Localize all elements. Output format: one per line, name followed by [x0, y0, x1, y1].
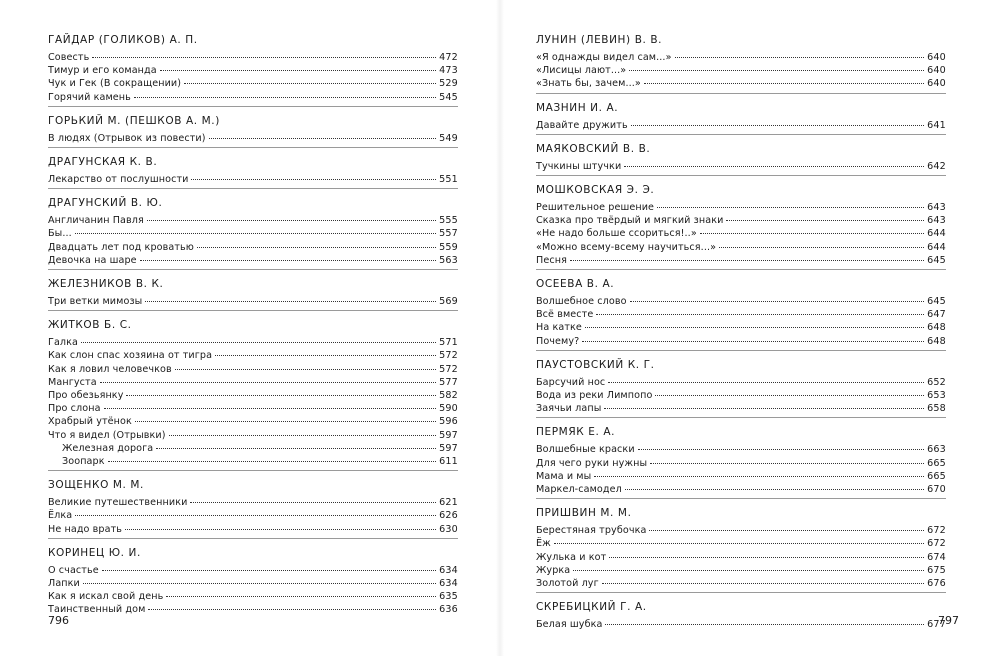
entry-title: Великие путешественники — [48, 497, 188, 509]
toc-entry — [536, 483, 946, 496]
dot-leader — [197, 247, 436, 248]
toc-entry — [48, 363, 458, 376]
entry-page-number: 630 — [439, 523, 458, 535]
toc-entry — [48, 577, 458, 590]
dot-leader — [625, 489, 924, 490]
toc-entry — [48, 429, 458, 442]
entry-title: Англичанин Павля — [48, 215, 144, 227]
toc-entry — [48, 590, 458, 603]
dot-leader — [145, 301, 436, 302]
toc-entry — [536, 470, 946, 483]
toc-entry — [536, 241, 946, 254]
entry-page-number: 529 — [439, 78, 458, 90]
toc-entry — [536, 64, 946, 77]
dot-leader — [175, 369, 436, 370]
entry-page-number: 644 — [927, 228, 946, 240]
toc-entry — [536, 77, 946, 90]
dot-leader — [147, 220, 436, 221]
author-section — [536, 30, 946, 91]
right-page-number: 797 — [938, 614, 959, 627]
entry-page-number: 643 — [927, 202, 946, 214]
entry-page-number: 642 — [927, 160, 946, 172]
dot-leader — [166, 596, 436, 597]
toc-entry — [536, 389, 946, 402]
entry-title: Три ветки мимозы — [48, 296, 143, 308]
author-heading: ПЕРМЯК Е. А. — [536, 426, 616, 439]
dot-leader — [92, 57, 436, 58]
dot-leader — [169, 435, 436, 436]
entry-title: Вода из реки Лимпопо — [536, 390, 653, 402]
entry-title: Как я искал свой день — [48, 591, 164, 603]
entry-page-number: 648 — [927, 322, 946, 334]
left-page-number: 796 — [48, 614, 69, 627]
dot-leader — [75, 233, 436, 234]
entry-title: «Знать бы, зачем...» — [536, 78, 641, 90]
author-heading: ПРИШВИН М. М. — [536, 507, 632, 520]
entry-title: Волшебные краски — [536, 444, 635, 456]
toc-entry — [536, 457, 946, 470]
dot-leader — [655, 395, 924, 396]
author-heading: ЗОЩЕНКО М. М. — [48, 479, 144, 492]
dot-leader — [726, 220, 924, 221]
entry-page-number: 634 — [439, 564, 458, 576]
entry-title: Галка — [48, 337, 79, 349]
toc-entry — [48, 389, 458, 402]
toc-entry — [48, 77, 458, 90]
dot-leader — [81, 342, 436, 343]
entry-title: Не надо врать — [48, 523, 123, 535]
toc-entry — [48, 91, 458, 104]
entry-page-number: 559 — [439, 241, 458, 253]
dot-leader — [675, 57, 925, 58]
dot-leader — [700, 233, 924, 234]
entry-page-number: 563 — [439, 254, 458, 266]
author-heading: МОШКОВСКАЯ Э. Э. — [536, 184, 655, 197]
author-section — [48, 106, 458, 145]
entry-title: Маркел-самодел — [536, 484, 622, 496]
author-heading: МАЗНИН И. А. — [536, 101, 619, 114]
entry-page-number: 676 — [927, 578, 946, 590]
author-heading: СКРЕБИЦКИЙ Г. А. — [536, 601, 647, 614]
entry-title: Тимур и его команда — [48, 65, 157, 77]
entry-page-number: 665 — [927, 457, 946, 469]
toc-entry — [536, 524, 946, 537]
entry-title: Что я видел (Отрывки) — [48, 429, 166, 441]
author-section — [48, 30, 458, 104]
dot-leader — [630, 301, 925, 302]
entry-title: На катке — [536, 322, 582, 334]
toc-entry — [536, 537, 946, 550]
toc-entry — [48, 51, 458, 64]
entry-page-number: 677 — [927, 619, 946, 631]
toc-entry — [536, 254, 946, 267]
dot-leader — [594, 476, 924, 477]
entry-page-number: 551 — [439, 174, 458, 186]
entry-page-number: 640 — [927, 65, 946, 77]
entry-page-number: 643 — [927, 215, 946, 227]
author-section — [48, 310, 458, 468]
toc-entry — [536, 308, 946, 321]
entry-page-number: 672 — [927, 538, 946, 550]
dot-leader — [604, 408, 924, 409]
dot-leader — [719, 247, 924, 248]
entry-page-number: 665 — [927, 470, 946, 482]
entry-page-number: 675 — [927, 564, 946, 576]
entry-page-number: 571 — [439, 337, 458, 349]
toc-entry — [536, 295, 946, 308]
entry-title: Ёж — [536, 538, 551, 550]
toc-entry — [48, 254, 458, 267]
toc-entry — [48, 132, 458, 145]
entry-page-number: 472 — [439, 52, 458, 63]
entry-title: Как я ловил человечков — [48, 363, 172, 375]
entry-page-number: 652 — [927, 376, 946, 388]
left-page-contents — [48, 30, 458, 619]
toc-entry — [536, 119, 946, 132]
dot-leader — [209, 138, 436, 139]
author-section — [536, 93, 946, 132]
entry-page-number: 572 — [439, 363, 458, 375]
entry-page-number: 641 — [927, 119, 946, 131]
toc-entry — [536, 335, 946, 348]
toc-entry — [536, 577, 946, 590]
toc-entry — [48, 336, 458, 349]
dot-leader — [605, 624, 924, 625]
toc-entry — [536, 564, 946, 577]
toc-entry — [48, 402, 458, 415]
entry-page-number: 596 — [439, 416, 458, 428]
entry-page-number: 672 — [927, 525, 946, 537]
entry-page-number: 674 — [927, 551, 946, 563]
entry-title: Железная дорога — [62, 442, 154, 454]
dot-leader — [638, 449, 924, 450]
entry-title: Барсучий нос — [536, 376, 606, 388]
dot-leader — [649, 530, 924, 531]
entry-title: Мангуста — [48, 376, 97, 388]
entry-page-number: 557 — [439, 228, 458, 240]
entry-title: Сказка про твёрдый и мягкий знаки — [536, 215, 724, 227]
dot-leader — [573, 570, 924, 571]
toc-entry — [48, 496, 458, 509]
entry-page-number: 545 — [439, 91, 458, 103]
author-heading: ЖЕЛЕЗНИКОВ В. К. — [48, 278, 164, 291]
dot-leader — [190, 502, 436, 503]
entry-page-number: 645 — [927, 296, 946, 308]
dot-leader — [609, 557, 924, 558]
toc-entry — [536, 443, 946, 456]
entry-page-number: 635 — [439, 591, 458, 603]
author-section — [48, 470, 458, 536]
entry-title: Волшебное слово — [536, 296, 627, 308]
toc-entry — [48, 227, 458, 240]
dot-leader — [554, 543, 924, 544]
entry-title: Про обезьянку — [48, 390, 124, 402]
entry-title: Решительное решение — [536, 202, 655, 214]
entry-page-number: 549 — [439, 132, 458, 144]
author-section — [48, 269, 458, 308]
dot-leader — [83, 583, 436, 584]
entry-title: «Можно всему-всему научиться...» — [536, 241, 717, 253]
entry-page-number: 621 — [439, 497, 458, 509]
toc-entry — [48, 214, 458, 227]
entry-title: Золотой луг — [536, 578, 599, 590]
toc-entry — [48, 376, 458, 389]
author-heading: КОРИНЕЦ Ю. И. — [48, 546, 141, 559]
entry-page-number: 653 — [927, 390, 946, 402]
author-section — [48, 188, 458, 267]
toc-entry — [48, 349, 458, 362]
dot-leader — [570, 260, 924, 261]
author-section — [536, 269, 946, 348]
entry-page-number: 611 — [439, 456, 458, 468]
dot-leader — [644, 83, 924, 84]
entry-title: Лапки — [48, 578, 80, 590]
toc-entry — [536, 376, 946, 389]
dot-leader — [585, 327, 924, 328]
entry-page-number: 640 — [927, 52, 946, 63]
dot-leader — [134, 97, 436, 98]
entry-page-number: 670 — [927, 484, 946, 496]
dot-leader — [104, 408, 437, 409]
entry-page-number: 634 — [439, 578, 458, 590]
dot-leader — [135, 421, 436, 422]
right-page-contents — [536, 30, 946, 633]
book-gutter — [496, 0, 504, 656]
entry-page-number: 640 — [927, 78, 946, 90]
entry-title: Белая шубка — [536, 619, 603, 631]
entry-title: Для чего руки нужны — [536, 457, 648, 469]
entry-title: Заячьи лапы — [536, 403, 602, 415]
toc-entry — [48, 564, 458, 577]
author-heading: ЖИТКОВ Б. С. — [48, 319, 132, 332]
author-section — [536, 417, 946, 496]
entry-page-number: 645 — [927, 254, 946, 266]
dot-leader — [608, 382, 924, 383]
author-heading: МАЯКОВСКИЙ В. В. — [536, 142, 651, 155]
author-section — [536, 134, 946, 173]
dot-leader — [582, 341, 924, 342]
author-heading: ОСЕЕВА В. А. — [536, 278, 615, 291]
entry-title: «Лисицы лают...» — [536, 65, 627, 77]
author-heading: ГАЙДАР (ГОЛИКОВ) А. П. — [48, 34, 198, 46]
toc-entry — [536, 160, 946, 173]
toc-entry — [536, 321, 946, 334]
toc-entry — [536, 227, 946, 240]
dot-leader — [140, 260, 436, 261]
entry-title: Храбрый утёнок — [48, 416, 132, 428]
entry-title: В людях (Отрывок из повести) — [48, 132, 206, 144]
entry-page-number: 626 — [439, 510, 458, 522]
entry-title: Журка — [536, 564, 571, 576]
entry-page-number: 597 — [439, 442, 458, 454]
dot-leader — [160, 70, 436, 71]
entry-title: Ёлка — [48, 510, 73, 522]
entry-title: Тучкины штучки — [536, 160, 622, 172]
entry-title: О счастье — [48, 564, 99, 576]
entry-page-number: 582 — [439, 390, 458, 402]
dot-leader — [629, 70, 924, 71]
entry-title: Таинственный дом — [48, 604, 146, 616]
entry-title: «Не надо больше ссориться!..» — [536, 228, 697, 240]
entry-page-number: 647 — [927, 309, 946, 321]
author-heading: ЛУНИН (ЛЕВИН) В. В. — [536, 34, 663, 46]
entry-title: Горячий камень — [48, 91, 131, 103]
dot-leader — [602, 583, 924, 584]
entry-title: «Я однажды видел сам...» — [536, 52, 672, 63]
dot-leader — [108, 461, 436, 462]
dot-leader — [191, 179, 436, 180]
entry-page-number: 597 — [439, 429, 458, 441]
author-section — [536, 498, 946, 590]
entry-title: Всё вместе — [536, 309, 594, 321]
entry-title: Девочка на шаре — [48, 254, 137, 266]
entry-page-number: 569 — [439, 296, 458, 308]
entry-title: Про слона — [48, 403, 101, 415]
dot-leader — [102, 570, 436, 571]
toc-entry — [536, 618, 946, 631]
toc-entry — [48, 603, 458, 616]
entry-page-number: 555 — [439, 215, 458, 227]
toc-entry — [48, 523, 458, 536]
author-section — [48, 147, 458, 186]
entry-title: Лекарство от послушности — [48, 174, 189, 186]
entry-page-number: 577 — [439, 376, 458, 388]
toc-entry — [536, 402, 946, 415]
toc-entry — [48, 415, 458, 428]
entry-title: Как слон спас хозяина от тигра — [48, 350, 213, 362]
dot-leader — [75, 515, 436, 516]
entry-title: Двадцать лет под кроватью — [48, 241, 194, 253]
toc-entry — [48, 455, 458, 468]
entry-title: Бы... — [48, 228, 72, 240]
entry-page-number: 648 — [927, 335, 946, 347]
entry-page-number: 663 — [927, 444, 946, 456]
author-section — [48, 538, 458, 617]
entry-title: Жулька и кот — [536, 551, 607, 563]
toc-entry — [536, 214, 946, 227]
entry-page-number: 658 — [927, 403, 946, 415]
toc-entry — [536, 551, 946, 564]
author-section — [536, 592, 946, 631]
dot-leader — [624, 166, 924, 167]
toc-entry — [48, 295, 458, 308]
dot-leader — [125, 529, 436, 530]
entry-title: Почему? — [536, 335, 580, 347]
dot-leader — [215, 355, 436, 356]
entry-title: Мама и мы — [536, 470, 592, 482]
author-section — [536, 350, 946, 416]
dot-leader — [650, 463, 924, 464]
entry-title: Песня — [536, 254, 567, 266]
entry-title: Зоопарк — [62, 456, 105, 468]
entry-title: Давайте дружить — [536, 119, 628, 131]
author-heading: ГОРЬКИЙ М. (ПЕШКОВ А. М.) — [48, 114, 220, 127]
entry-title: Чук и Гек (В сокращении) — [48, 78, 182, 90]
entry-page-number: 590 — [439, 403, 458, 415]
dot-leader — [657, 207, 924, 208]
entry-page-number: 572 — [439, 350, 458, 362]
toc-entry — [48, 509, 458, 522]
entry-title: Совесть — [48, 52, 90, 63]
dot-leader — [100, 382, 436, 383]
entry-page-number: 473 — [439, 65, 458, 77]
dot-leader — [631, 125, 924, 126]
dot-leader — [126, 395, 436, 396]
dot-leader — [184, 83, 436, 84]
toc-entry — [536, 201, 946, 214]
entry-page-number: 636 — [439, 604, 458, 616]
toc-entry — [48, 173, 458, 186]
author-section — [536, 175, 946, 267]
author-heading: ДРАГУНСКАЯ К. В. — [48, 156, 158, 169]
toc-entry — [48, 442, 458, 455]
author-heading: ДРАГУНСКИЙ В. Ю. — [48, 197, 163, 210]
toc-entry — [48, 64, 458, 77]
entry-page-number: 644 — [927, 241, 946, 253]
toc-entry — [48, 241, 458, 254]
dot-leader — [596, 314, 924, 315]
dot-leader — [156, 448, 436, 449]
toc-entry — [536, 51, 946, 64]
entry-title: Берестяная трубочка — [536, 525, 647, 537]
dot-leader — [148, 609, 436, 610]
author-heading: ПАУСТОВСКИЙ К. Г. — [536, 358, 655, 371]
